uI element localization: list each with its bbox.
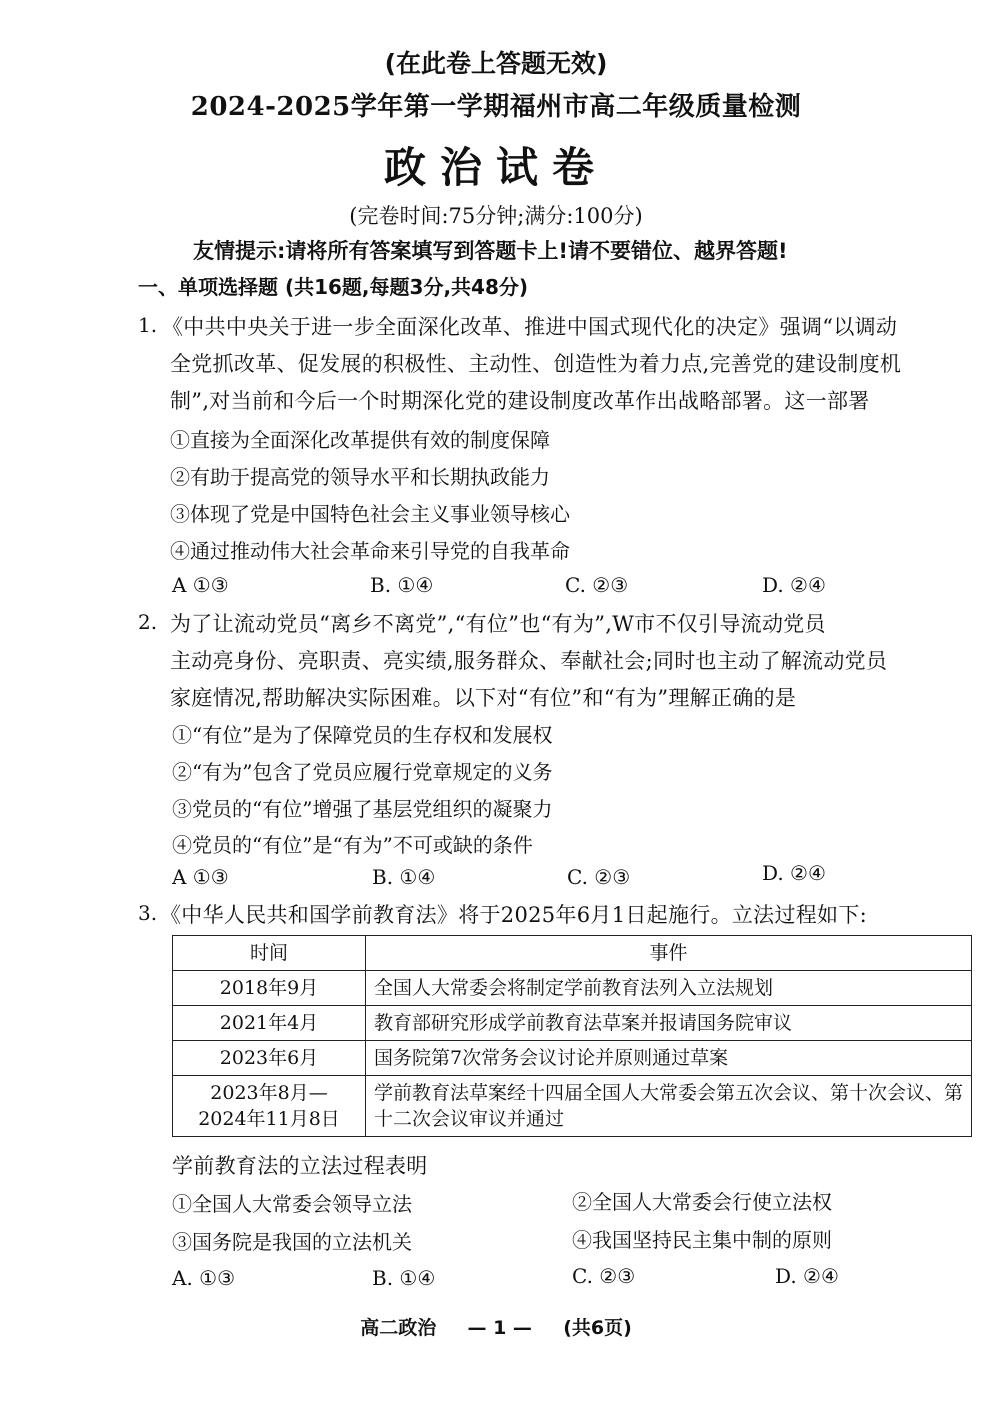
exam-title: 2024-2025学年第一学期福州市高二年级质量检测 <box>190 92 802 122</box>
statement-option: ③国务院是我国的立法机关 <box>172 1230 412 1254</box>
row-event: 全国人大常委会将制定学前教育法列入立法规划 <box>366 971 972 1006</box>
answer-choice-d: D. ②④ <box>762 861 826 885</box>
row-event: 教育部研究形成学前教育法草案并报请国务院审议 <box>366 1006 972 1041</box>
question-text-line: 全党抓改革、促发展的积极性、主动性、创造性为着力点,完善党的建设制度机 <box>170 352 902 376</box>
statement-option: ②有助于提高党的领导水平和长期执政能力 <box>170 465 550 489</box>
statement-option: ③体现了党是中国特色社会主义事业领导核心 <box>170 502 570 526</box>
question-text-line: 为了让流动党员“离乡不离党”,“有位”也“有为”,W市不仅引导流动党员 <box>170 612 826 636</box>
page-footer <box>0 1313 992 1340</box>
answer-choice-d: D. ②④ <box>775 1264 839 1288</box>
friendly-tip: 友情提示:请将所有答案填写到答题卡上!请不要错位、越界答题! <box>193 239 788 263</box>
statement-option: ②全国人大常委会行使立法权 <box>572 1190 832 1214</box>
statement-option: ①“有位”是为了保障党员的生存权和发展权 <box>172 723 553 747</box>
row-time: 2023年6月 <box>173 1041 366 1076</box>
answer-choice-b: B. ①④ <box>372 1266 436 1290</box>
question-number: 1. <box>138 313 158 337</box>
time-info: (完卷时间:75分钟;满分:100分) <box>349 204 643 228</box>
row-time: 2023年8月— 2024年11月8日 <box>173 1076 366 1137</box>
section-title: 一、单项选择题 (共16题,每题3分,共48分) <box>138 275 529 299</box>
answer-choice-c: C. ②③ <box>572 1264 636 1288</box>
table-row <box>173 971 972 1006</box>
answer-choice-b: B. ①④ <box>370 573 434 597</box>
question-number: 2. <box>138 610 158 634</box>
answer-choice-c: C. ②③ <box>567 865 631 889</box>
table-header-time: 时间 <box>173 936 366 971</box>
statement-option: ①直接为全面深化改革提供有效的制度保障 <box>170 428 550 452</box>
question-intro: 《中华人民共和国学前教育法》将于2025年6月1日起施行。立法过程如下: <box>160 903 868 927</box>
exam-notice: (在此卷上答题无效) <box>384 49 608 78</box>
table-header-event: 事件 <box>366 936 972 971</box>
statement-option: ④党员的“有位”是“有为”不可或缺的条件 <box>172 833 533 857</box>
answer-choice-d: D. ②④ <box>762 573 826 597</box>
table-row <box>173 1076 972 1137</box>
table-row <box>173 1006 972 1041</box>
question-text-line: 制”,对当前和今后一个时期深化党的建设制度改革作出战略部署。这一部署 <box>170 389 870 413</box>
table-row <box>173 1041 972 1076</box>
row-time: 2018年9月 <box>173 971 366 1006</box>
statement-option: ①全国人大常委会领导立法 <box>172 1192 412 1216</box>
question-text-line: 《中共中央关于进一步全面深化改革、推进中国式现代化的决定》强调“以调动 <box>162 315 898 339</box>
footer-total-pages: (共6页) <box>563 1317 632 1339</box>
statement-option: ②“有为”包含了党员应履行党章规定的义务 <box>172 760 553 784</box>
legislation-table <box>172 935 972 1137</box>
answer-choice-c: C. ②③ <box>565 573 629 597</box>
statement-option: ③党员的“有位”增强了基层党组织的凝聚力 <box>172 797 553 821</box>
question-text-line: 主动亮身份、亮职责、亮实绩,服务群众、奉献社会;同时也主动了解流动党员 <box>170 649 888 673</box>
answer-choice-a: A. ①③ <box>172 1266 236 1290</box>
answer-choice-a: A ①③ <box>172 865 229 889</box>
row-time: 2021年4月 <box>173 1006 366 1041</box>
subject-title: 政治试卷 <box>383 143 608 192</box>
answer-choice-b: B. ①④ <box>372 865 436 889</box>
question-stem: 学前教育法的立法过程表明 <box>172 1154 428 1178</box>
row-event: 国务院第7次常务会议讨论并原则通过草案 <box>366 1041 972 1076</box>
row-event: 学前教育法草案经十四届全国人大常委会第五次会议、第十次会议、第十二次会议审议并通过 <box>366 1076 972 1137</box>
statement-option: ④我国坚持民主集中制的原则 <box>572 1228 832 1252</box>
answer-choice-a: A ①③ <box>172 573 229 597</box>
statement-option: ④通过推动伟大社会革命来引导党的自我革命 <box>170 539 570 563</box>
question-text-line: 家庭情况,帮助解决实际困难。以下对“有位”和“有为”理解正确的是 <box>170 686 797 710</box>
question-number: 3. <box>138 901 158 925</box>
footer-page-number: — 1 — <box>467 1317 532 1339</box>
table-header-row <box>173 936 972 971</box>
footer-subject: 高二政治 <box>360 1317 437 1339</box>
